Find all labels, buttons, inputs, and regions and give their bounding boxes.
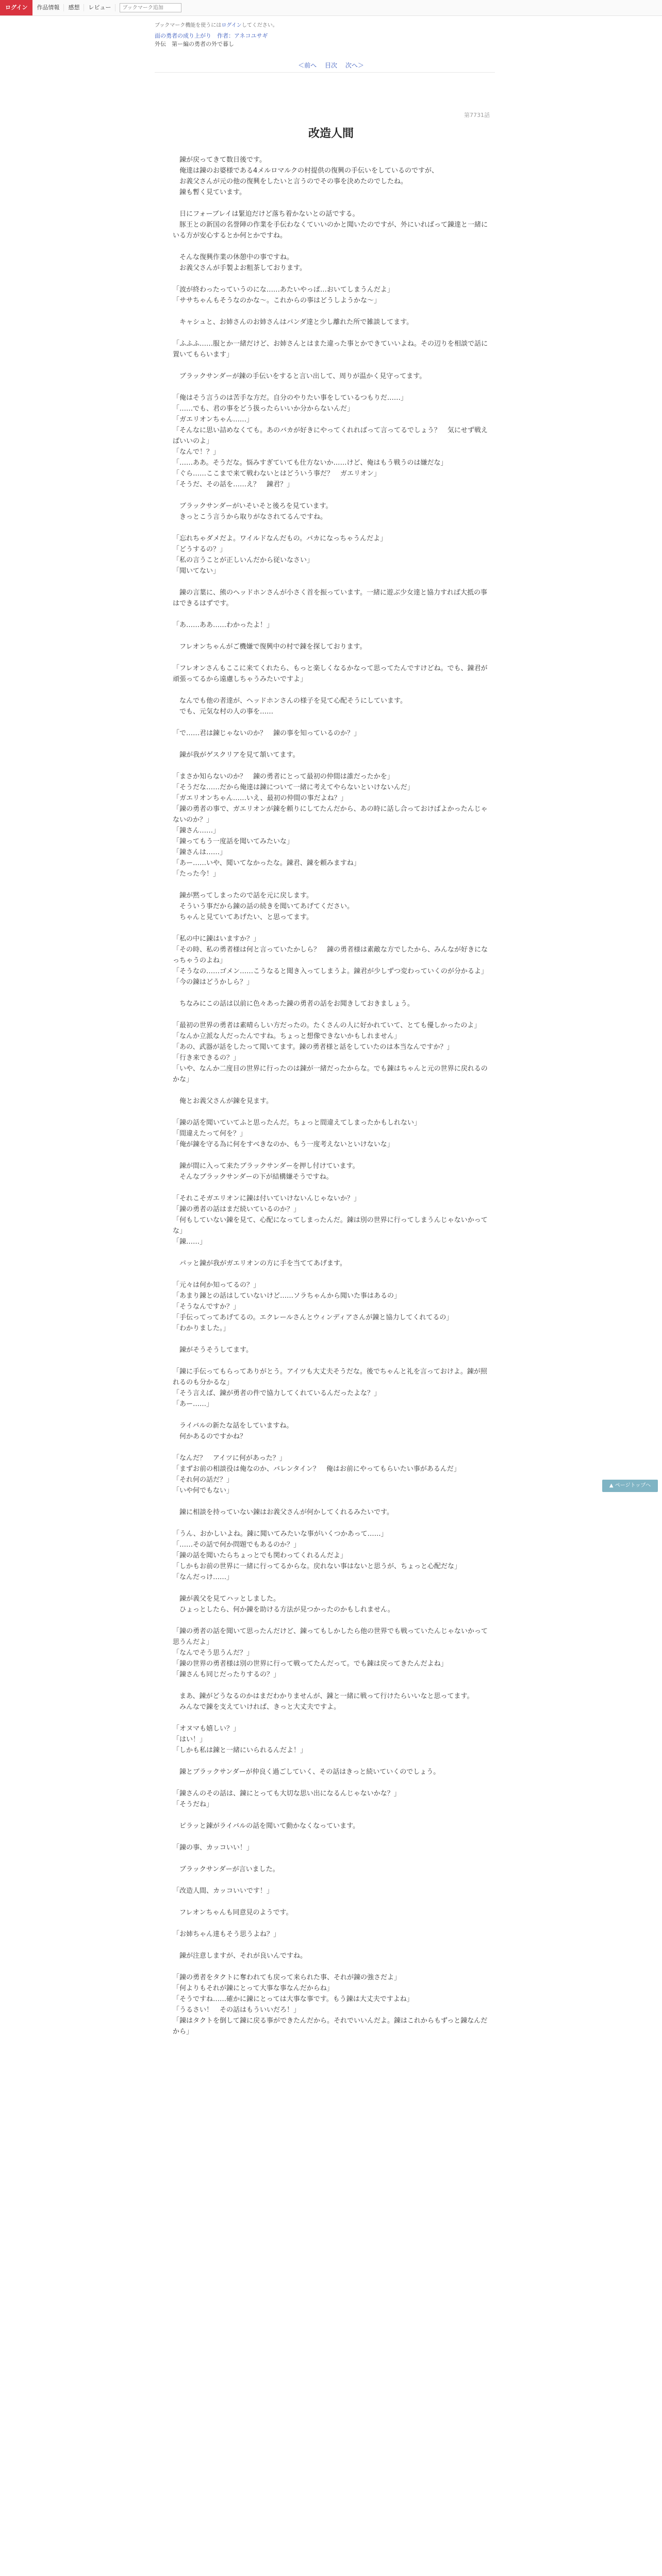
chapter-group: 外伝 第ー編の勇者の外で暮し [155, 41, 234, 47]
body-paragraph: 「で……君は錬じゃないのか？ 錬の事を知っているのか？」 [173, 730, 361, 737]
body-paragraph: 俺達は錬のお婆様である4メルロマルクの村提供の復興の手伝いをしているのですが、 [173, 167, 439, 175]
body-paragraph [173, 382, 492, 393]
body-paragraph: 「錬に手伝ってもらってありがとう。アイツも大丈夫そうだな。後でちゃんと礼を言っておけよ。錬が照れるのも分かるな」 [173, 1368, 487, 1386]
body-paragraph: 「フレオンさんもここに来てくれたら、もっと楽しくなるかなって思ってたんですけどね。でも、錬君が頑張ってるから遠慮しちゃうみたいですよ」 [173, 665, 488, 683]
body-paragraph: 「錬の勇者の話はまだ続いているのか？」 [173, 1206, 301, 1213]
body-paragraph [173, 1269, 492, 1280]
body-paragraph: 「錬の世界の勇者様は別の世界に行って戦ってたんだって。でも錬は戻ってきたんだよね」 [173, 1660, 448, 1668]
body-paragraph: 「なんで！？」 [173, 448, 220, 456]
body-paragraph [173, 1442, 492, 1453]
body-paragraph [173, 1810, 492, 1821]
body-paragraph: 「錬さん……」 [173, 827, 220, 835]
body-paragraph: 「今の錬はどうかしら？」 [173, 978, 254, 986]
body-paragraph: 「それこそガエリオンに錬は付いていけないんじゃないか？」 [173, 1195, 360, 1202]
series-title-link[interactable]: 面の勇者の成り上がり 作者：アネコユサギ [155, 32, 268, 39]
body-paragraph: 「そうですね……確かに錬にとっては大事な事です。もう錬は大丈夫ですよね」 [173, 1995, 413, 2003]
body-paragraph: キャシュと、お姉さんのお姉さんはパンダ達と少し離れた所で雑談してます。 [173, 318, 413, 326]
chapter-number: 第7731話 [464, 112, 490, 118]
body-paragraph: 錬が間に入って来たブラックサンダーを押し付けています。 [173, 1162, 359, 1170]
body-paragraph: 「元々は何か知ってるの？」 [173, 1281, 260, 1289]
body-paragraph: 「波が終わったっていうのにな……あたいやっぱ…おいてしまうんだよ」 [173, 286, 394, 294]
login-notice [155, 21, 278, 28]
body-paragraph: 「お姉ちゃん達もそう思うよね？」 [173, 1930, 280, 1938]
body-paragraph: 「そうなんですか？」 [173, 1303, 240, 1311]
toc-link[interactable]: 目次 [324, 62, 337, 69]
body-paragraph [173, 1756, 492, 1767]
body-paragraph: 「うん、おかしいよね。錬に聞いてみたいな事がいくつかあって……」 [173, 1530, 388, 1538]
body-paragraph: 錬に相談を持っていない錬はお義父さんが何かしてくれるみたいです。 [173, 1509, 393, 1516]
body-paragraph [173, 717, 492, 728]
body-paragraph: まあ、錬がどうなるのかはまだわかりませんが、錬と一緒に戦って行けたらいいなと思ってます。 [173, 1692, 474, 1700]
body-paragraph: なんでも他の者達が、ヘッドホンさんの様子を見て心配そうにしています。 [173, 697, 407, 705]
body-paragraph: 「錬の勇者をタクトに奪われても戻って来られた事、それが錬の強さだよ」 [173, 1974, 401, 1981]
body-paragraph: みんなで錬を支えていければ、きっと大丈夫ですよ。 [173, 1703, 341, 1711]
body-paragraph: 「そんなに思い詰めなくても。あのバカが好きにやってくれればって言ってるでしょう？ 気にせず戦えばいいのよ」 [173, 427, 488, 445]
body-paragraph: ひょっとしたら、何か錬を助ける方法が見つかったのかもしれません。 [173, 1606, 394, 1614]
body-paragraph [173, 1875, 492, 1886]
body-paragraph [173, 1085, 492, 1096]
body-paragraph [173, 522, 492, 533]
page-title: 改造人間 [308, 127, 354, 140]
body-paragraph [173, 739, 492, 750]
nav-work-info[interactable]: 作品情報 [32, 4, 64, 11]
body-paragraph: 「ササちゃんもそうなのかな～。これからの事はどうしようかな～」 [173, 297, 381, 304]
body-paragraph [173, 198, 492, 209]
body-paragraph [173, 631, 492, 641]
body-paragraph: 俺とお義父さんが錬を見ます。 [173, 1097, 273, 1105]
body-paragraph: ブラックサンダーがいそいそと後ろを見ています。 [173, 502, 333, 510]
body-paragraph: 錬が我がゲスクリアを見て頷いてます。 [173, 751, 300, 759]
notice-login-link[interactable]: ログイン [221, 23, 242, 28]
body-paragraph: 錬も暫く見ています。 [173, 189, 246, 196]
body-paragraph: 「俺はそう言うのは苦手な方だ。自分のやりたい事をしているつもりだ……」 [173, 394, 407, 402]
body-paragraph [173, 1107, 492, 1117]
body-paragraph: お義父さんが元の他の復興をしたいと言うのでその事を決めたのでしたね。 [173, 178, 408, 185]
body-paragraph: フレオンちゃんがご機嫌で復興中の村で錬を探しております。 [173, 643, 367, 651]
body-paragraph: ブラックサンダーが錬の手伝いをすると言い出して、周りが温かく見守ってます。 [173, 372, 426, 380]
body-paragraph: 錬がそうそうしてます。 [173, 1346, 253, 1354]
body-paragraph: 錬が黙ってしまったので話を元に戻します。 [173, 892, 313, 900]
body-paragraph [173, 1615, 492, 1626]
body-paragraph: 「最初の世界の勇者は素晴らしい方だったの。たくさんの人に好かれていて、とても優しかったのよ」 [173, 1022, 481, 1029]
body-paragraph [173, 1713, 492, 1723]
body-paragraph: 「なんか立派な人だったんですね。ちょっと想像できないかもしれません」 [173, 1032, 401, 1040]
body-paragraph: 「しかもお前の世界に一緒に行ってるからな。戻れない事はないと思うが、ちょっと心配だな」 [173, 1563, 461, 1570]
body-paragraph: 錬の言葉に、熊のヘッドホンさんが小さく首を振っています。一緒に遊ぶ少女達と協力すれば大抵の事はできるはずです。 [173, 589, 487, 607]
body-paragraph: 「なんでそう思うんだ？」 [173, 1649, 254, 1657]
body-paragraph: 「そう言えば、錬が勇者の件で協力してくれているんだったよな？」 [173, 1389, 381, 1397]
body-paragraph: 「間違えたって何を？」 [173, 1130, 247, 1138]
body-paragraph: ピラッと錬がライバルの話を聞いて動かなくなっています。 [173, 1822, 360, 1830]
body-paragraph: 「そうだね」 [173, 1801, 213, 1808]
body-paragraph: 「しかも私は錬と一緒にいられるんだよ！」 [173, 1747, 307, 1754]
body-paragraph: ちなみにこの話は以前に色々あった錬の勇者の話をお聞きしておきましょう。 [173, 1000, 414, 1008]
body-paragraph [173, 328, 492, 338]
body-paragraph [173, 1496, 492, 1507]
nav-review[interactable]: レビュー [84, 4, 115, 11]
body-paragraph: ライバルの新たな話をしていますね。 [173, 1422, 293, 1430]
body-paragraph: 「まずお前の相談役は俺なのか、バレンタイン？ 俺はお前にやってもらいたい事があるんだ」 [173, 1465, 460, 1473]
body-paragraph [173, 1410, 492, 1420]
body-paragraph [173, 1583, 492, 1594]
body-paragraph: 「いや、なんか二度目の世界に行ったのは錬が一緒だったからな。でも錬はちゃんと元の世界に戻れるのかな」 [173, 1065, 488, 1083]
body-paragraph: 「錬の話を聞いたらちょっとでも関わってくれるんだよ」 [173, 1552, 347, 1560]
body-paragraph: 「忘れちゃダメだよ。ワイルドなんだもの。バカになっちゃうんだよ」 [173, 535, 387, 543]
body-paragraph: 「それ何の話だ？」 [173, 1476, 234, 1484]
body-paragraph: 「俺が錬を守る為に何をすべきなのか、もう一度考えないといけないな」 [173, 1141, 394, 1148]
body-paragraph: お義父さんが手製よお粗茶しております。 [173, 264, 306, 272]
body-paragraph: 豚王との新国の名誉陣の作業を手伝わなくていいのかと聞いたのですが、外にいればって錬達と一緒にいる方が安心するとか何とかですね。 [173, 221, 488, 240]
body-paragraph [173, 1832, 492, 1842]
body-paragraph: でも、元気な村の人の事を…… [173, 708, 274, 716]
body-paragraph [173, 577, 492, 587]
body-paragraph: 「……ああ。そうだな。悩みすぎていても仕方ないか……けど、俺はもう戦うのは嫌だな」 [173, 459, 448, 467]
body-paragraph: 「あの、武器が話をしたって聞いてます。錬の勇者様と話をしていたのは本当なんですか？」 [173, 1043, 454, 1051]
chapter-body [173, 155, 492, 2037]
body-paragraph [173, 1334, 492, 1345]
body-paragraph: 「そうだ、その話を……え？ 錬君？」 [173, 481, 294, 488]
top-bar [0, 0, 662, 16]
body-paragraph: 「なんだ？ アイツに何があった？」 [173, 1454, 286, 1462]
body-paragraph: 錬が戻ってきて数日後です。 [173, 156, 266, 164]
body-paragraph: 「うるさい！ その話はもういいだろ！」 [173, 2006, 301, 2014]
body-paragraph [173, 241, 492, 252]
body-paragraph: 「行き来できるの？」 [173, 1054, 240, 1062]
body-paragraph [173, 609, 492, 620]
body-paragraph: ブラックサンダーが言いました。 [173, 1866, 279, 1873]
body-paragraph: 「そうだな……だから俺達は錬について一緒に考えてやらないといけないんだ」 [173, 784, 414, 791]
body-paragraph: 「その時、私の勇者様は何と言っていたかしら？ 錬の勇者様は素敵な方でしたから、みんなが好きになっちゃうのよね」 [173, 946, 488, 964]
scroll-to-top-button[interactable]: ▲ ページトップへ [602, 1480, 658, 1492]
body-paragraph: 「何もしていない錬を見て、心配になってしまったんだ。錬は別の世界に行ってしまうんじゃないかってな」 [173, 1216, 488, 1235]
body-paragraph: 「どうするの？」 [173, 546, 227, 553]
body-paragraph [173, 1009, 492, 1020]
body-paragraph [173, 1247, 492, 1258]
body-paragraph [173, 1940, 492, 1951]
pager-top [0, 61, 662, 70]
body-paragraph: 「あ……ああ……わかったよ！」 [173, 621, 274, 629]
body-paragraph: 「改造人間、カッコいいです！」 [173, 1887, 273, 1895]
body-paragraph [173, 490, 492, 501]
prev-link[interactable]: ＜前へ [298, 62, 317, 69]
body-paragraph: 「ガエリオンちゃん……」 [173, 416, 253, 423]
nav-comments[interactable]: 感想 [64, 4, 84, 11]
body-paragraph [173, 274, 492, 284]
notice-suffix: してください。 [241, 23, 278, 28]
body-paragraph: フレオンちゃんも同意見のようです。 [173, 1909, 293, 1917]
body-paragraph: パッと錬が我がガエリオンの方に手を当ててあげます。 [173, 1260, 346, 1267]
body-paragraph: 「たった今！」 [173, 870, 220, 878]
body-paragraph [173, 360, 492, 371]
body-paragraph: 「錬さんは……」 [173, 849, 227, 856]
body-paragraph: 「あまり錬との話はしていないけど……ソラちゃんから聞いた事はあるの」 [173, 1292, 401, 1300]
body-paragraph: 「錬ってもう一度話を聞いてみたいな」 [173, 838, 294, 845]
body-paragraph: きっとこう言うから取りがなされてるんですね。 [173, 513, 327, 521]
body-paragraph [173, 1777, 492, 1788]
body-paragraph: 「手伝ってってあげてるの。エクレールさんとウィンディアさんが錬と協力してくれてるの」 [173, 1314, 453, 1321]
body-paragraph [173, 1918, 492, 1929]
bookmark-add-input[interactable] [120, 3, 181, 12]
body-paragraph: 「錬の事、カッコいい！」 [173, 1844, 253, 1852]
body-paragraph [173, 1961, 492, 1972]
body-paragraph [173, 1518, 492, 1529]
body-paragraph [173, 1853, 492, 1864]
series-info [155, 32, 268, 48]
body-paragraph [173, 1680, 492, 1691]
body-paragraph: 「錬の勇者の事で、ガエリオンが錬を頼りにしてたんだから、あの時に話し合っておけばよかったんじゃないのか？」 [173, 805, 488, 824]
body-paragraph: 「オヌマも嬉しい？」 [173, 1725, 240, 1733]
body-paragraph: 「なんだっけ……」 [173, 1573, 234, 1581]
body-paragraph: 「ふふふ……服とか一緒だけど、お姉さんとはまた違った事とかできていいよね。その辺りを相談で話に置いてもらいます」 [173, 340, 488, 359]
body-paragraph: 「錬さんのその話は、錬にとっても大切な思い出になるんじゃないかな？」 [173, 1790, 401, 1798]
body-paragraph: 「……でも、君の事をどう扱ったらいいか分からないんだ」 [173, 405, 354, 413]
body-paragraph: 錬とブラックサンダーが仲良く過ごしていく、その話はきっと続いていくのでしょう。 [173, 1768, 440, 1776]
body-paragraph: 「何よりもそれが錬にとって大事な事なんだからね」 [173, 1985, 334, 1992]
body-paragraph: 「聞いてない」 [173, 567, 220, 575]
body-paragraph [173, 988, 492, 998]
body-paragraph: 何かあるのですかね？ [173, 1433, 247, 1440]
body-paragraph: そんなブラックサンダーの下が結構嫌そうですね。 [173, 1173, 333, 1181]
body-paragraph [173, 652, 492, 663]
header-divider [155, 72, 495, 73]
body-paragraph: そんな復興作業の休憩中の事ですね。 [173, 253, 294, 261]
body-paragraph: 「錬の話を聞いていてふと思ったんだ。ちょっと間違えてしまったかもしれない」 [173, 1119, 421, 1127]
login-button[interactable]: ログイン [0, 0, 32, 15]
body-paragraph [173, 760, 492, 771]
body-paragraph [173, 923, 492, 934]
notice-prefix: ブックマーク機能を使うには [155, 23, 222, 28]
body-paragraph: 「私の言うことが正しいんだから従いなさい」 [173, 556, 314, 564]
body-paragraph: ちゃんと見ていてあげたい、と思ってます。 [173, 913, 313, 921]
body-paragraph: 「錬の勇者の話を聞いて思ったんだけど、錬ってもしかしたら他の世界でも戦っていたんじゃないかって思うんだよ」 [173, 1628, 488, 1646]
body-paragraph: 「そうなの……ゴメン……こうなると聞き入ってしまうよ。錬君が少しずつ変わっていくのが分かるよ」 [173, 968, 488, 975]
body-paragraph: 「あー……」 [173, 1400, 213, 1408]
body-paragraph: 「ぐら……ここまで来て戦わないとはどういう事だ？ ガエリオン」 [173, 470, 380, 478]
body-paragraph: 「ガエリオンちゃん……いえ、最初の仲間の事だよね？」 [173, 794, 347, 802]
body-paragraph: 「錬はタクトを倒して錬に戻る事ができたんだから。それでいいんだよ。錬はこれからもずっと錬なんだから」 [173, 2017, 488, 2036]
body-paragraph [173, 1150, 492, 1161]
body-paragraph: 日にフォーブレイは緊迫だけど落ち着かないとの話でする。 [173, 210, 359, 218]
body-paragraph [173, 306, 492, 317]
body-paragraph: 「錬さんも同じだったりするの？」 [173, 1671, 280, 1679]
body-paragraph: 「まさか知らないのか？ 錬の勇者にとって最初の仲間は誰だったかを」 [173, 773, 394, 781]
body-paragraph: 「錬……」 [173, 1238, 207, 1246]
body-paragraph: 「私の中に錬はいますか？」 [173, 935, 260, 943]
body-paragraph: そういう事だから錬の話の続きを聞いてあげてください。 [173, 903, 354, 910]
body-paragraph: 錬が注意しますが、それが良いんですね。 [173, 1952, 307, 1960]
body-paragraph: 「わかりました。」 [173, 1325, 230, 1332]
body-paragraph [173, 685, 492, 696]
body-paragraph: 「はい！」 [173, 1736, 207, 1743]
body-paragraph: 「あー……いや、聞いてなかったな。錬君、錬を頼みますね」 [173, 859, 360, 867]
body-paragraph [173, 1182, 492, 1193]
body-paragraph [173, 1355, 492, 1366]
body-paragraph: 「いや何でもない」 [173, 1487, 234, 1495]
body-paragraph: 「……その話で何か問題でもあるのか？」 [173, 1541, 301, 1549]
body-paragraph [173, 879, 492, 890]
body-paragraph: 錬が義父を見てハッとしました。 [173, 1595, 280, 1603]
next-link[interactable]: 次へ＞ [345, 62, 364, 69]
body-paragraph [173, 1896, 492, 1907]
